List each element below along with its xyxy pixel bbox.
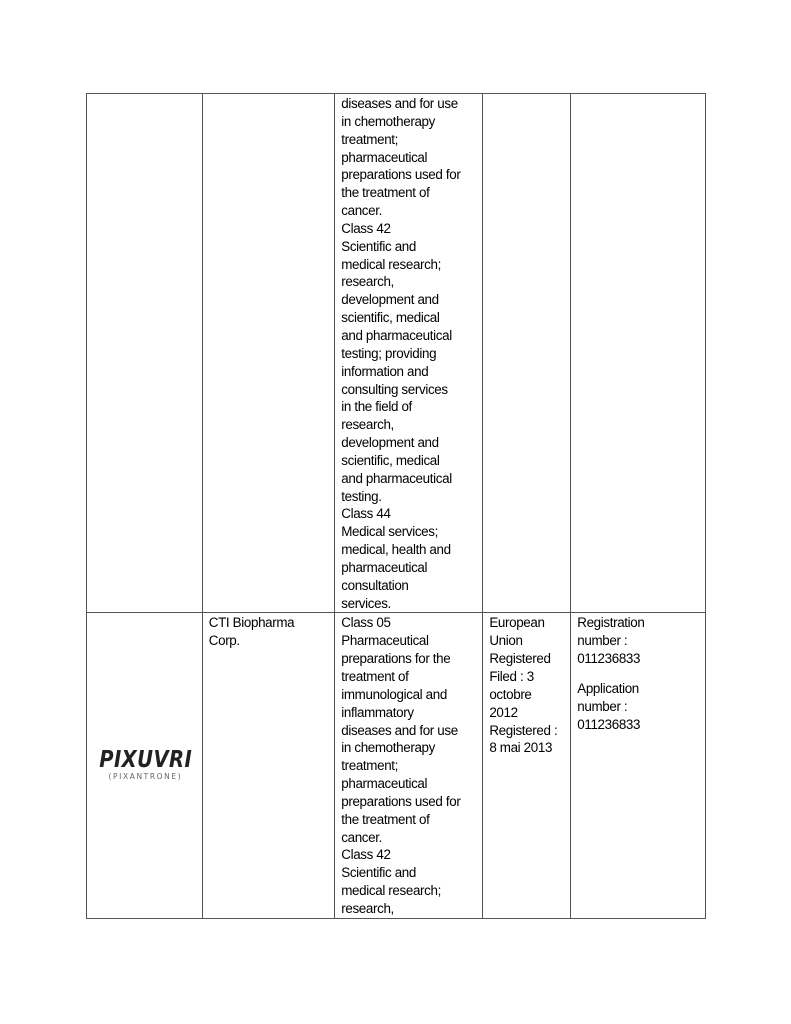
pixuvri-logo <box>91 748 200 782</box>
territory-status-cell <box>483 94 571 613</box>
logo-wordmark: PIXUVRI <box>98 746 192 773</box>
owner-cell: CTI Biopharma Corp. <box>202 613 334 918</box>
goods-services-cell: Class 05 Pharmaceutical preparations for the treatment of immunological and inflammatory diseases and for use in chemotherapy treatment; pharmaceutical preparations used for the treatment of cancer. Class 42 Scientific and medical research; research, <box>335 613 483 918</box>
table-row <box>87 613 706 918</box>
logo-cell <box>87 94 203 613</box>
application-number: 011236833 <box>577 716 641 732</box>
logo-subtitle: (PIXANTRONE) <box>108 771 183 781</box>
owner-cell <box>202 94 334 613</box>
numbers-cell <box>571 94 706 613</box>
trademark-table <box>86 93 706 919</box>
registration-number: 011236833 <box>577 651 641 667</box>
application-label: Application number : <box>577 681 639 714</box>
table-row <box>87 94 706 613</box>
territory-status-cell: European Union Registered Filed : 3 octobre 2012 Registered : 8 mai 2013 <box>483 613 571 918</box>
logo-cell <box>87 613 203 918</box>
goods-services-cell: diseases and for use in chemotherapy treatment; pharmaceutical preparations used for the treatment of cancer. Class 42 Scientific and medical research; research, development and scientific, medical and pharmaceutical testing; providing information and consulting services in the field of research, development and scientific, medical and pharmaceutical testing. Class 44 Medical services; medical, health and pharmaceutical consultation services. <box>335 94 483 613</box>
registration-label: Registration number : <box>577 615 645 649</box>
numbers-cell <box>571 613 706 918</box>
